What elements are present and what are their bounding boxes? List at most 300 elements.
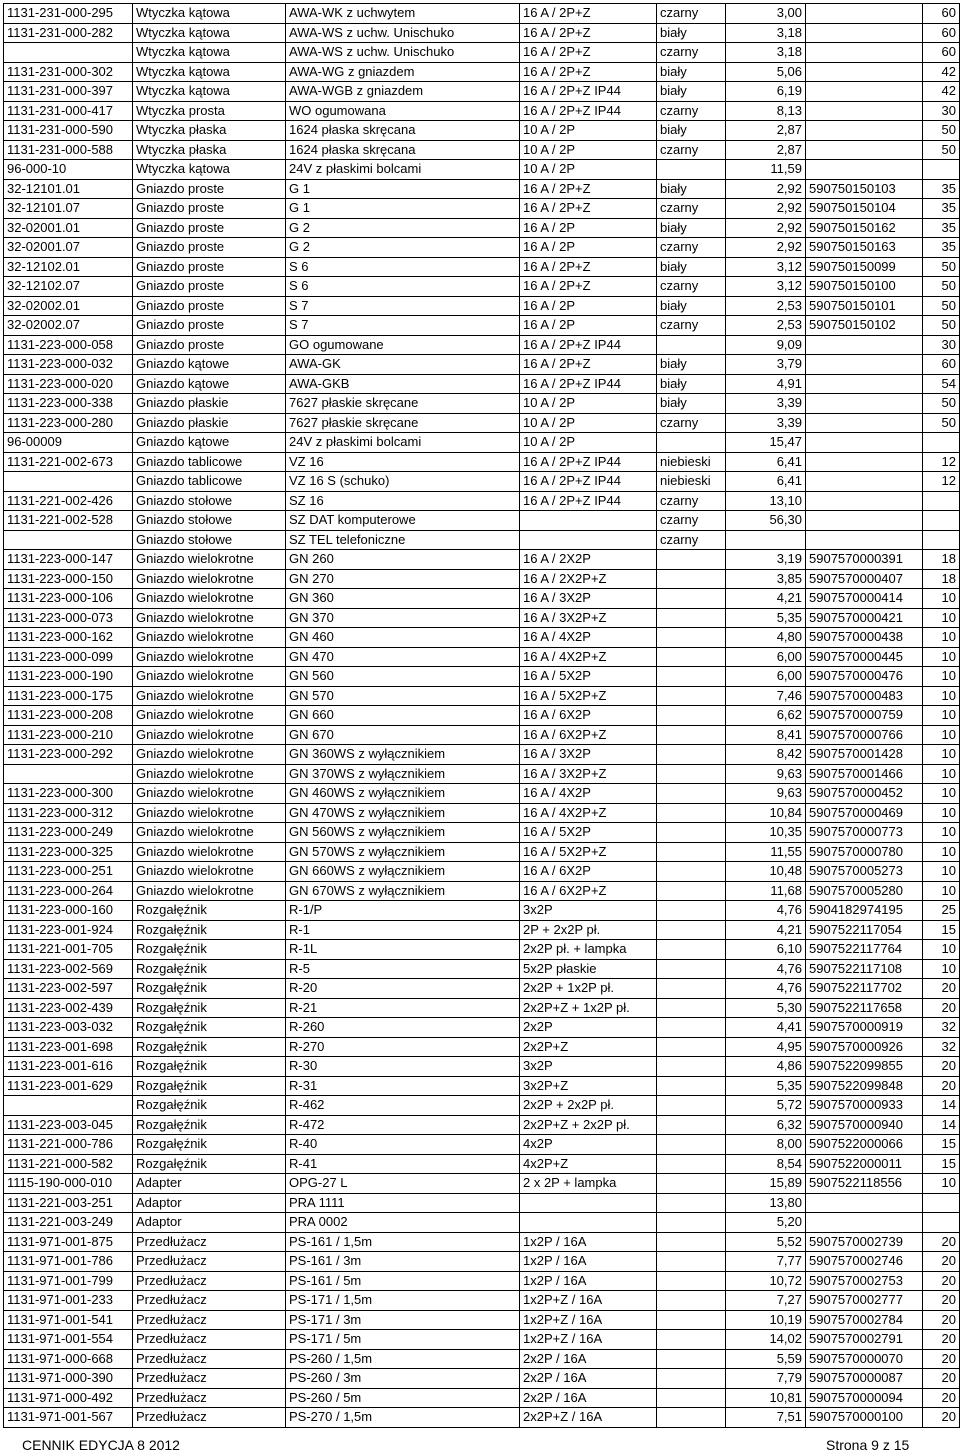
cell-product-type: Wtyczka kątowa [133,23,286,43]
cell-pack-quantity: 35 [923,218,960,238]
cell-product-code: 32-02001.01 [4,218,133,238]
table-row [4,394,960,414]
cell-pack-quantity: 12 [923,472,960,492]
cell-product-type: Gniazdo wielokrotne [133,842,286,862]
cell-color: czarny [657,530,726,550]
cell-price: 2,92 [726,238,806,258]
table-row [4,1369,960,1389]
cell-ean-code: 5907522117658 [806,998,923,1018]
cell-pack-quantity: 10 [923,589,960,609]
cell-product-code [4,1096,133,1116]
cell-model: GN 270 [286,569,520,589]
cell-pack-quantity [923,530,960,550]
cell-product-type: Przedłużacz [133,1349,286,1369]
table-row [4,101,960,121]
cell-price: 4,21 [726,589,806,609]
table-row [4,277,960,297]
cell-price: 6,41 [726,472,806,492]
cell-color [657,1349,726,1369]
cell-rating: 2x2P pł. + lampka [520,940,657,960]
cell-color [657,550,726,570]
cell-pack-quantity: 18 [923,569,960,589]
cell-color [657,862,726,882]
cell-rating: 16 A / 4X2P+Z [520,647,657,667]
cell-product-code: 1115-190-000-010 [4,1174,133,1194]
cell-model: 7627 płaskie skręcane [286,413,520,433]
cell-product-code: 1131-223-000-058 [4,335,133,355]
cell-pack-quantity: 10 [923,745,960,765]
cell-ean-code: 5907522000011 [806,1154,923,1174]
cell-product-code: 1131-223-000-338 [4,394,133,414]
cell-price: 8,41 [726,725,806,745]
cell-color [657,667,726,687]
cell-ean-code: 5907522000066 [806,1135,923,1155]
cell-price: 4,76 [726,979,806,999]
cell-rating: 2x2P+Z + 2x2P pł. [520,1115,657,1135]
cell-model: GN 360 [286,589,520,609]
cell-model: GN 460 [286,628,520,648]
cell-ean-code: 5907570005273 [806,862,923,882]
cell-pack-quantity: 20 [923,1076,960,1096]
cell-model: PS-171 / 3m [286,1310,520,1330]
cell-product-code: 1131-221-002-673 [4,452,133,472]
cell-product-type: Wtyczka płaska [133,140,286,160]
cell-price: 10,81 [726,1388,806,1408]
cell-rating: 16 A / 5X2P [520,823,657,843]
cell-color [657,1018,726,1038]
cell-color [657,920,726,940]
cell-ean-code [806,530,923,550]
table-row [4,784,960,804]
cell-color: biały [657,296,726,316]
cell-model: AWA-GKB [286,374,520,394]
table-row [4,647,960,667]
cell-model: VZ 16 [286,452,520,472]
cell-rating: 16 A / 2P+Z IP44 [520,452,657,472]
cell-model: PS-161 / 5m [286,1271,520,1291]
table-row [4,628,960,648]
cell-color: niebieski [657,452,726,472]
cell-color: czarny [657,277,726,297]
cell-ean-code: 5907570005280 [806,881,923,901]
cell-ean-code: 590750150163 [806,238,923,258]
cell-pack-quantity: 15 [923,920,960,940]
cell-rating: 16 A / 2P+Z IP44 [520,491,657,511]
cell-color [657,842,726,862]
cell-product-type: Gniazdo wielokrotne [133,803,286,823]
cell-product-type: Gniazdo kątowe [133,433,286,453]
cell-color [657,1408,726,1428]
cell-rating: 10 A / 2P [520,433,657,453]
cell-model: GN 460WS z wyłącznikiem [286,784,520,804]
cell-product-code: 32-12102.07 [4,277,133,297]
cell-rating: 2x2P+Z [520,1037,657,1057]
cell-rating: 16 A / 3X2P+Z [520,764,657,784]
cell-color: biały [657,394,726,414]
cell-color [657,1252,726,1272]
cell-product-type: Gniazdo wielokrotne [133,550,286,570]
cell-color [657,745,726,765]
cell-ean-code: 590750150101 [806,296,923,316]
cell-rating: 2x2P + 1x2P pł. [520,979,657,999]
cell-rating: 16 A / 2P [520,316,657,336]
cell-product-code: 1131-971-001-233 [4,1291,133,1311]
cell-product-code: 1131-223-000-325 [4,842,133,862]
cell-rating: 2x2P [520,1018,657,1038]
cell-model: GN 260 [286,550,520,570]
price-list-table [3,3,960,1428]
cell-ean-code [806,121,923,141]
cell-price: 9,63 [726,784,806,804]
cell-product-type: Gniazdo płaskie [133,394,286,414]
cell-pack-quantity [923,511,960,531]
cell-product-code: 1131-971-001-799 [4,1271,133,1291]
cell-product-type: Gniazdo tablicowe [133,472,286,492]
cell-price: 2,92 [726,218,806,238]
cell-ean-code: 5907570000919 [806,1018,923,1038]
cell-pack-quantity: 15 [923,1154,960,1174]
cell-model: PS-260 / 1,5m [286,1349,520,1369]
cell-ean-code: 5907570000391 [806,550,923,570]
cell-rating: 16 A / 2P+Z [520,179,657,199]
cell-pack-quantity: 35 [923,238,960,258]
cell-ean-code [806,374,923,394]
cell-product-code: 1131-223-000-099 [4,647,133,667]
table-row [4,530,960,550]
cell-pack-quantity: 20 [923,1252,960,1272]
cell-product-type: Gniazdo wielokrotne [133,589,286,609]
cell-model: G 1 [286,199,520,219]
table-row [4,1349,960,1369]
cell-ean-code [806,1213,923,1233]
table-row [4,1135,960,1155]
cell-rating: 16 A / 2P [520,238,657,258]
cell-rating: 10 A / 2P [520,140,657,160]
cell-model: PS-161 / 3m [286,1252,520,1272]
cell-product-type: Rozgałęźnik [133,1115,286,1135]
cell-pack-quantity: 10 [923,881,960,901]
cell-product-type: Rozgałęźnik [133,1096,286,1116]
cell-pack-quantity: 60 [923,355,960,375]
cell-rating: 16 A / 6X2P [520,862,657,882]
cell-product-code: 32-02001.07 [4,238,133,258]
cell-product-code: 32-02002.01 [4,296,133,316]
cell-product-type: Gniazdo stołowe [133,530,286,550]
cell-ean-code: 5907522118556 [806,1174,923,1194]
table-row [4,608,960,628]
cell-ean-code [806,491,923,511]
cell-ean-code [806,82,923,102]
cell-product-type: Gniazdo proste [133,199,286,219]
cell-product-type: Gniazdo wielokrotne [133,862,286,882]
table-row [4,842,960,862]
table-row [4,296,960,316]
cell-price: 56,30 [726,511,806,531]
cell-ean-code: 5907570000414 [806,589,923,609]
cell-price: 7,46 [726,686,806,706]
cell-model: R-31 [286,1076,520,1096]
cell-product-code [4,472,133,492]
table-row [4,959,960,979]
cell-model: R-20 [286,979,520,999]
cell-rating: 16 A / 4X2P [520,628,657,648]
cell-pack-quantity: 35 [923,199,960,219]
table-row [4,1232,960,1252]
cell-rating: 16 A / 3X2P [520,745,657,765]
cell-product-code: 1131-223-002-569 [4,959,133,979]
cell-product-type: Przedłużacz [133,1291,286,1311]
cell-ean-code [806,413,923,433]
cell-ean-code: 5907570001428 [806,745,923,765]
cell-price: 9,63 [726,764,806,784]
table-row [4,43,960,63]
cell-model: R-5 [286,959,520,979]
cell-pack-quantity: 30 [923,335,960,355]
cell-product-code [4,764,133,784]
table-row [4,1330,960,1350]
table-row [4,803,960,823]
cell-product-type: Rozgałęźnik [133,1135,286,1155]
cell-price: 7,77 [726,1252,806,1272]
cell-pack-quantity: 15 [923,1135,960,1155]
cell-pack-quantity: 42 [923,82,960,102]
cell-model: R-30 [286,1057,520,1077]
cell-ean-code: 5907570000100 [806,1408,923,1428]
cell-product-type: Gniazdo proste [133,277,286,297]
cell-price: 2,92 [726,179,806,199]
cell-color [657,1271,726,1291]
cell-product-code: 1131-223-000-249 [4,823,133,843]
cell-pack-quantity: 50 [923,277,960,297]
cell-rating: 1x2P / 16A [520,1271,657,1291]
cell-model: R-40 [286,1135,520,1155]
cell-product-type: Rozgałęźnik [133,959,286,979]
cell-ean-code: 5907570000087 [806,1369,923,1389]
table-row [4,491,960,511]
cell-color: niebieski [657,472,726,492]
cell-model: R-21 [286,998,520,1018]
cell-color [657,1174,726,1194]
cell-ean-code: 5907570002784 [806,1310,923,1330]
cell-product-code: 1131-231-000-588 [4,140,133,160]
cell-model: G 2 [286,238,520,258]
table-row [4,1076,960,1096]
cell-color: czarny [657,511,726,531]
cell-price: 8,13 [726,101,806,121]
cell-price: 10,19 [726,1310,806,1330]
cell-rating: 3x2P+Z [520,1076,657,1096]
cell-product-code: 1131-223-000-160 [4,901,133,921]
cell-product-code: 1131-223-003-032 [4,1018,133,1038]
cell-pack-quantity: 10 [923,842,960,862]
cell-color [657,1232,726,1252]
cell-price: 14,02 [726,1330,806,1350]
cell-ean-code: 5907570000452 [806,784,923,804]
cell-model: R-270 [286,1037,520,1057]
cell-rating: 4x2P+Z [520,1154,657,1174]
cell-price: 2,53 [726,316,806,336]
cell-rating: 1x2P+Z / 16A [520,1330,657,1350]
cell-rating: 2P + 2x2P pł. [520,920,657,940]
cell-product-type: Gniazdo wielokrotne [133,647,286,667]
cell-rating: 2x2P / 16A [520,1349,657,1369]
table-row [4,823,960,843]
cell-rating: 16 A / 2P+Z [520,355,657,375]
table-row [4,1388,960,1408]
table-row [4,257,960,277]
cell-pack-quantity: 50 [923,121,960,141]
cell-color [657,1135,726,1155]
cell-color: biały [657,23,726,43]
cell-ean-code: 5907570002746 [806,1252,923,1272]
cell-product-code: 1131-223-001-629 [4,1076,133,1096]
cell-color [657,647,726,667]
cell-rating: 16 A / 2P+Z IP44 [520,82,657,102]
cell-color: czarny [657,413,726,433]
cell-product-type: Przedłużacz [133,1369,286,1389]
cell-product-type: Gniazdo kątowe [133,374,286,394]
cell-product-type: Gniazdo wielokrotne [133,725,286,745]
table-row [4,1252,960,1272]
cell-product-type: Gniazdo stołowe [133,491,286,511]
cell-color [657,1291,726,1311]
cell-rating: 16 A / 6X2P+Z [520,725,657,745]
cell-price: 2,92 [726,199,806,219]
cell-color [657,160,726,180]
cell-model: 1624 płaska skręcana [286,140,520,160]
cell-price: 4,95 [726,1037,806,1057]
cell-product-code: 1131-971-001-786 [4,1252,133,1272]
cell-rating: 16 A / 6X2P [520,706,657,726]
cell-product-type: Rozgałęźnik [133,1018,286,1038]
cell-color: czarny [657,238,726,258]
cell-color [657,823,726,843]
cell-product-code: 1131-223-000-147 [4,550,133,570]
cell-color: czarny [657,4,726,24]
cell-product-code: 32-12101.07 [4,199,133,219]
cell-pack-quantity: 10 [923,940,960,960]
cell-price: 7,27 [726,1291,806,1311]
cell-price: 3,18 [726,23,806,43]
cell-ean-code: 5907570000421 [806,608,923,628]
cell-model: PS-270 / 1,5m [286,1408,520,1428]
cell-product-code: 1131-223-002-597 [4,979,133,999]
cell-color [657,998,726,1018]
cell-ean-code: 5907570000940 [806,1115,923,1135]
cell-product-type: Gniazdo proste [133,335,286,355]
table-row [4,433,960,453]
cell-price: 11,68 [726,881,806,901]
table-row [4,920,960,940]
cell-pack-quantity: 20 [923,1271,960,1291]
table-row [4,1018,960,1038]
cell-model: R-1 [286,920,520,940]
cell-color [657,901,726,921]
table-row [4,686,960,706]
cell-pack-quantity: 20 [923,1310,960,1330]
table-row [4,1154,960,1174]
cell-ean-code: 5907522117054 [806,920,923,940]
cell-color: biały [657,62,726,82]
footer-edition: CENNIK EDYCJA 8 2012 [22,1437,180,1453]
cell-color [657,940,726,960]
cell-ean-code: 5907522117702 [806,979,923,999]
cell-product-type: Adaptor [133,1213,286,1233]
cell-pack-quantity: 10 [923,784,960,804]
cell-product-code: 1131-231-000-590 [4,121,133,141]
cell-price: 3,85 [726,569,806,589]
cell-model: PS-260 / 5m [286,1388,520,1408]
cell-ean-code: 5907522117108 [806,959,923,979]
cell-product-code: 1131-223-000-175 [4,686,133,706]
cell-pack-quantity: 35 [923,179,960,199]
table-row [4,550,960,570]
cell-product-code: 1131-971-000-390 [4,1369,133,1389]
cell-pack-quantity: 10 [923,862,960,882]
cell-color: czarny [657,199,726,219]
cell-model: GN 560 [286,667,520,687]
cell-product-code: 1131-971-000-492 [4,1388,133,1408]
cell-product-code: 1131-231-000-302 [4,62,133,82]
cell-color [657,1096,726,1116]
cell-price: 5,52 [726,1232,806,1252]
cell-product-code: 1131-223-001-698 [4,1037,133,1057]
cell-model: S 7 [286,316,520,336]
cell-product-code: 1131-223-000-264 [4,881,133,901]
cell-price: 5,72 [726,1096,806,1116]
cell-product-code [4,530,133,550]
cell-color: czarny [657,101,726,121]
cell-product-type: Gniazdo wielokrotne [133,706,286,726]
cell-model: GN 670WS z wyłącznikiem [286,881,520,901]
cell-rating: 10 A / 2P [520,160,657,180]
cell-ean-code: 5907570000483 [806,686,923,706]
cell-product-type: Gniazdo wielokrotne [133,569,286,589]
table-row [4,1096,960,1116]
cell-pack-quantity: 50 [923,140,960,160]
cell-ean-code: 590750150102 [806,316,923,336]
cell-color: biały [657,218,726,238]
cell-ean-code [806,62,923,82]
cell-rating: 16 A / 2P+Z IP44 [520,374,657,394]
cell-product-code: 1131-231-000-417 [4,101,133,121]
table-row [4,472,960,492]
cell-model: AWA-WS z uchw. Unischuko [286,23,520,43]
cell-rating: 2x2P / 16A [520,1388,657,1408]
cell-color [657,686,726,706]
cell-product-code: 1131-223-000-300 [4,784,133,804]
cell-rating: 1x2P+Z / 16A [520,1291,657,1311]
cell-price: 2,87 [726,121,806,141]
cell-rating [520,530,657,550]
table-row [4,706,960,726]
table-row [4,1213,960,1233]
cell-product-type: Rozgałęźnik [133,920,286,940]
cell-rating: 16 A / 2P+Z [520,277,657,297]
cell-color [657,569,726,589]
cell-rating: 3x2P [520,1057,657,1077]
cell-model: S 7 [286,296,520,316]
cell-pack-quantity: 10 [923,706,960,726]
cell-model: R-472 [286,1115,520,1135]
cell-rating: 16 A / 2X2P [520,550,657,570]
cell-model: GN 360WS z wyłącznikiem [286,745,520,765]
table-row [4,725,960,745]
cell-ean-code: 5907570002739 [806,1232,923,1252]
cell-ean-code: 5907570000759 [806,706,923,726]
cell-rating: 5x2P płaskie [520,959,657,979]
cell-color [657,335,726,355]
